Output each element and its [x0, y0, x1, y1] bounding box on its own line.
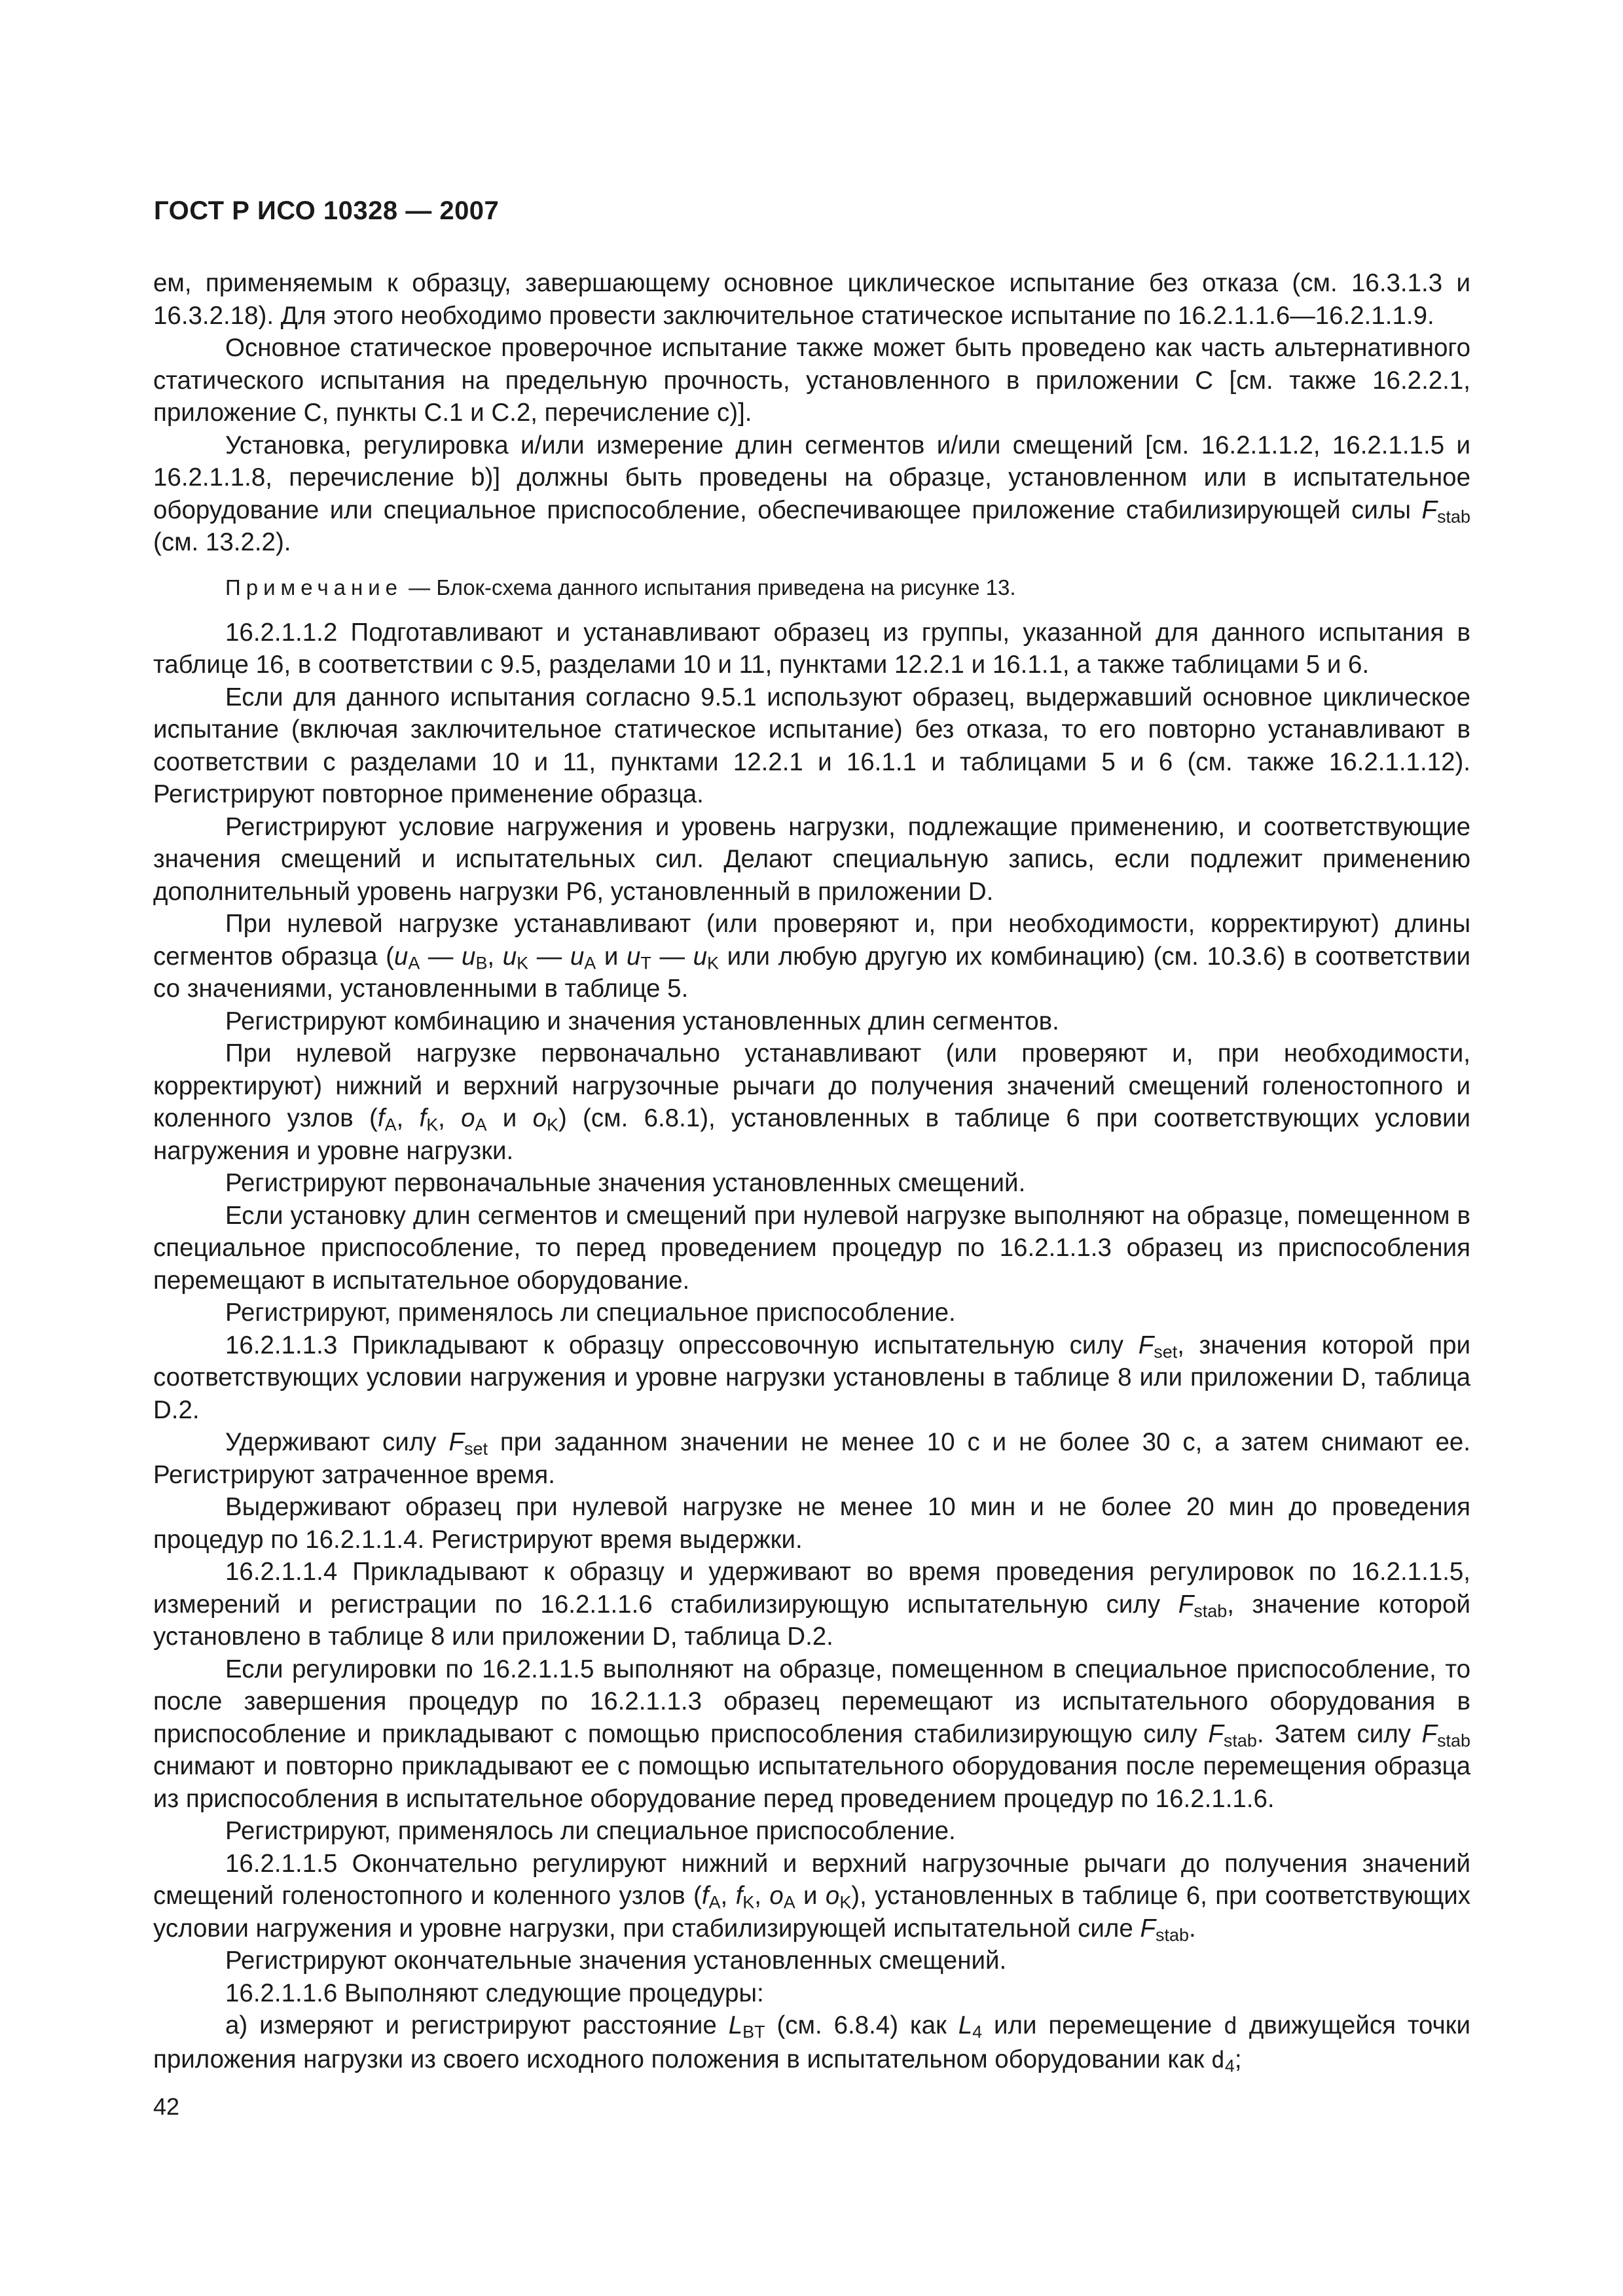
paragraph-7: При нулевой нагрузке устанавливают (или проверяют и, при необходимости, корректируют) длины сегментов образца ($u_A$ — $u_B$, $u_K$ — $u_A$ и $u_T$ — $u_K$ или любую другую их комбинацию) (см. 10.3.6) в соответствии со значениями, установленными в таблице 5.	[153, 910, 1470, 1003]
clause-16-2-1-1-5: 16.2.1.1.5 Окончательно регулируют нижний и верхний нагрузочные рычаги до получения значений смещений голеностопного и коленного узлов ($f_A$, $f_K$, $o_A$ и $o_K$), установленных в таблице 6, при соответствующих условии нагружения и уровне нагрузки, при стабилизирующей испытательной силе $F_{stab}$.	[153, 1849, 1471, 1945]
paragraph-11: Если установку длин сегментов и смещений при нулевой нагрузке выполняют на образце, помещенном в специальное приспособление, то перед проведением процедур по 16.2.1.1.3 образец из приспособления перемещают в испытательное оборудование.	[153, 1201, 1470, 1295]
note: Примечание — Блок-схема данного испытания приведена на рисунке 13.	[225, 575, 1016, 600]
document-header: ГОСТ Р ИСО 10328 — 2007	[154, 196, 500, 225]
paragraph-20: Регистрируют окончательные значения установленных смещений.	[225, 1946, 1007, 1975]
paragraph-9: При нулевой нагрузке первоначально устанавливают (или проверяют и, при необходимости, корректируют) нижний и верхний нагрузочные рычаги до получения значений смещений голеностопного и коленного узлов ($f_A$, $f_K$, $o_A$ и $o_K$) (см. 6.8.1), установленных в таблице 6 при соответствующих условии нагружения и уровне нагрузки.	[153, 1039, 1470, 1165]
paragraph-1: ем, применяемым к образцу, завершающему основное циклическое испытание без отказа (см. 16.3.1.3 и 16.3.2.18). Для этого необходимо провести заключительное статическое испытание по 16.2.1.1.6—16.2.1.1.9.	[153, 269, 1470, 330]
clause-16-2-1-1-4: 16.2.1.1.4 Прикладывают к образцу и удерживают во время проведения регулировок по 16.2.1.1.5, измерений и регистрации по 16.2.1.1.6 стабилизирующую испытательную силу $F_{stab}$, значение которой установлено в таблице 8 или приложении D, таблица D.2.	[153, 1558, 1470, 1651]
list-item-a: а) измеряют и регистрируют расстояние $L_{BT}$ (см. 6.8.4) как $L_4$ или перемещение d движущейся точки приложения нагрузки из своего исходного положения в испытательном оборудовании как $d_4$;	[153, 2011, 1470, 2076]
paragraph-6: Регистрируют условие нагружения и уровень нагрузки, подлежащие применению, и соответствующие значения смещений и испытательных сил. Делают специальную запись, если подлежит применению дополнительный уровень нагрузки Р6, установленный в приложении D.	[153, 812, 1470, 906]
paragraph-18: Регистрируют, применялось ли специальное приспособление.	[225, 1817, 956, 1845]
clause-16-2-1-1-2: 16.2.1.1.2 Подготавливают и устанавливают образец из группы, указанной для данного испытания в таблице 16, в соответствии с 9.5, разделами 10 и 11, пунктами 12.2.1 и 16.1.1, а также таблицами 5 и 6.	[153, 618, 1470, 679]
clause-16-2-1-1-3: 16.2.1.1.3 Прикладывают к образцу опрессовочную испытательную силу $F_{set}$, значения которой при соответствующих условии нагружения и уровне нагрузки установлены в таблице 8 или приложении D, таблица D.2.	[153, 1331, 1470, 1424]
paragraph-10: Регистрируют первоначальные значения установленных смещений.	[225, 1169, 1026, 1197]
paragraph-3: Установка, регулировка и/или измерение длин сегментов и/или смещений [см. 16.2.1.1.2, 16.2.1.1.5 и 16.2.1.1.8, перечисление b)] должны быть проведены на образце, установленном или в испытательное оборудование или специальное приспособление, обеспечивающее приложение стабилизирующей силы $F_{stab}$ (см. 13.2.2).	[153, 431, 1470, 556]
paragraph-5: Если для данного испытания согласно 9.5.1 используют образец, выдержавший основное циклическое испытание (включая заключительное статическое испытание) без отказа, то его повторно устанавливают в соответствии с разделами 10 и 11, пунктами 12.2.1 и 16.1.1 и таблицами 5 и 6 (см. также 16.2.1.1.12). Регистрируют повторное применение образца.	[153, 683, 1470, 808]
paragraph-17: Если регулировки по 16.2.1.1.5 выполняют на образце, помещенном в специальное приспособление, то после завершения процедур по 16.2.1.1.3 образец перемещают из испытательного оборудования в приспособление и прикладывают с помощью приспособления стабилизирующую силу $F_{stab}$. Затем силу $F_{stab}$ снимают и повторно прикладывают ее с помощью испытательного оборудования после перемещения образца из приспособления в испытательное оборудование перед проведением процедур по 16.2.1.1.6.	[153, 1655, 1470, 1813]
document-body	[153, 267, 1470, 2077]
paragraph-8: Регистрируют комбинацию и значения установленных длин сегментов.	[225, 1007, 1059, 1035]
paragraph-12: Регистрируют, применялось ли специальное приспособление.	[225, 1299, 956, 1327]
clause-16-2-1-1-6: 16.2.1.1.6 Выполняют следующие процедуры:	[225, 1979, 764, 2007]
page-number: 42	[153, 2093, 180, 2120]
paragraph-15: Выдерживают образец при нулевой нагрузке не менее 10 мин и не более 20 мин до проведения процедур по 16.2.1.1.4. Регистрируют время выдержки.	[153, 1493, 1470, 1554]
paragraph-2: Основное статическое проверочное испытание также может быть проведено как часть альтернативного статического испытания на предельную прочность, установленного в приложении С [см. также 16.2.2.1, приложение С, пункты С.1 и С.2, перечисление с)].	[153, 334, 1470, 427]
paragraph-14: Удерживают силу $F_{set}$ при заданном значении не менее 10 с и не более 30 с, а затем снимают ее. Регистрируют затраченное время.	[153, 1428, 1470, 1489]
note-label: Примечание	[225, 575, 403, 600]
